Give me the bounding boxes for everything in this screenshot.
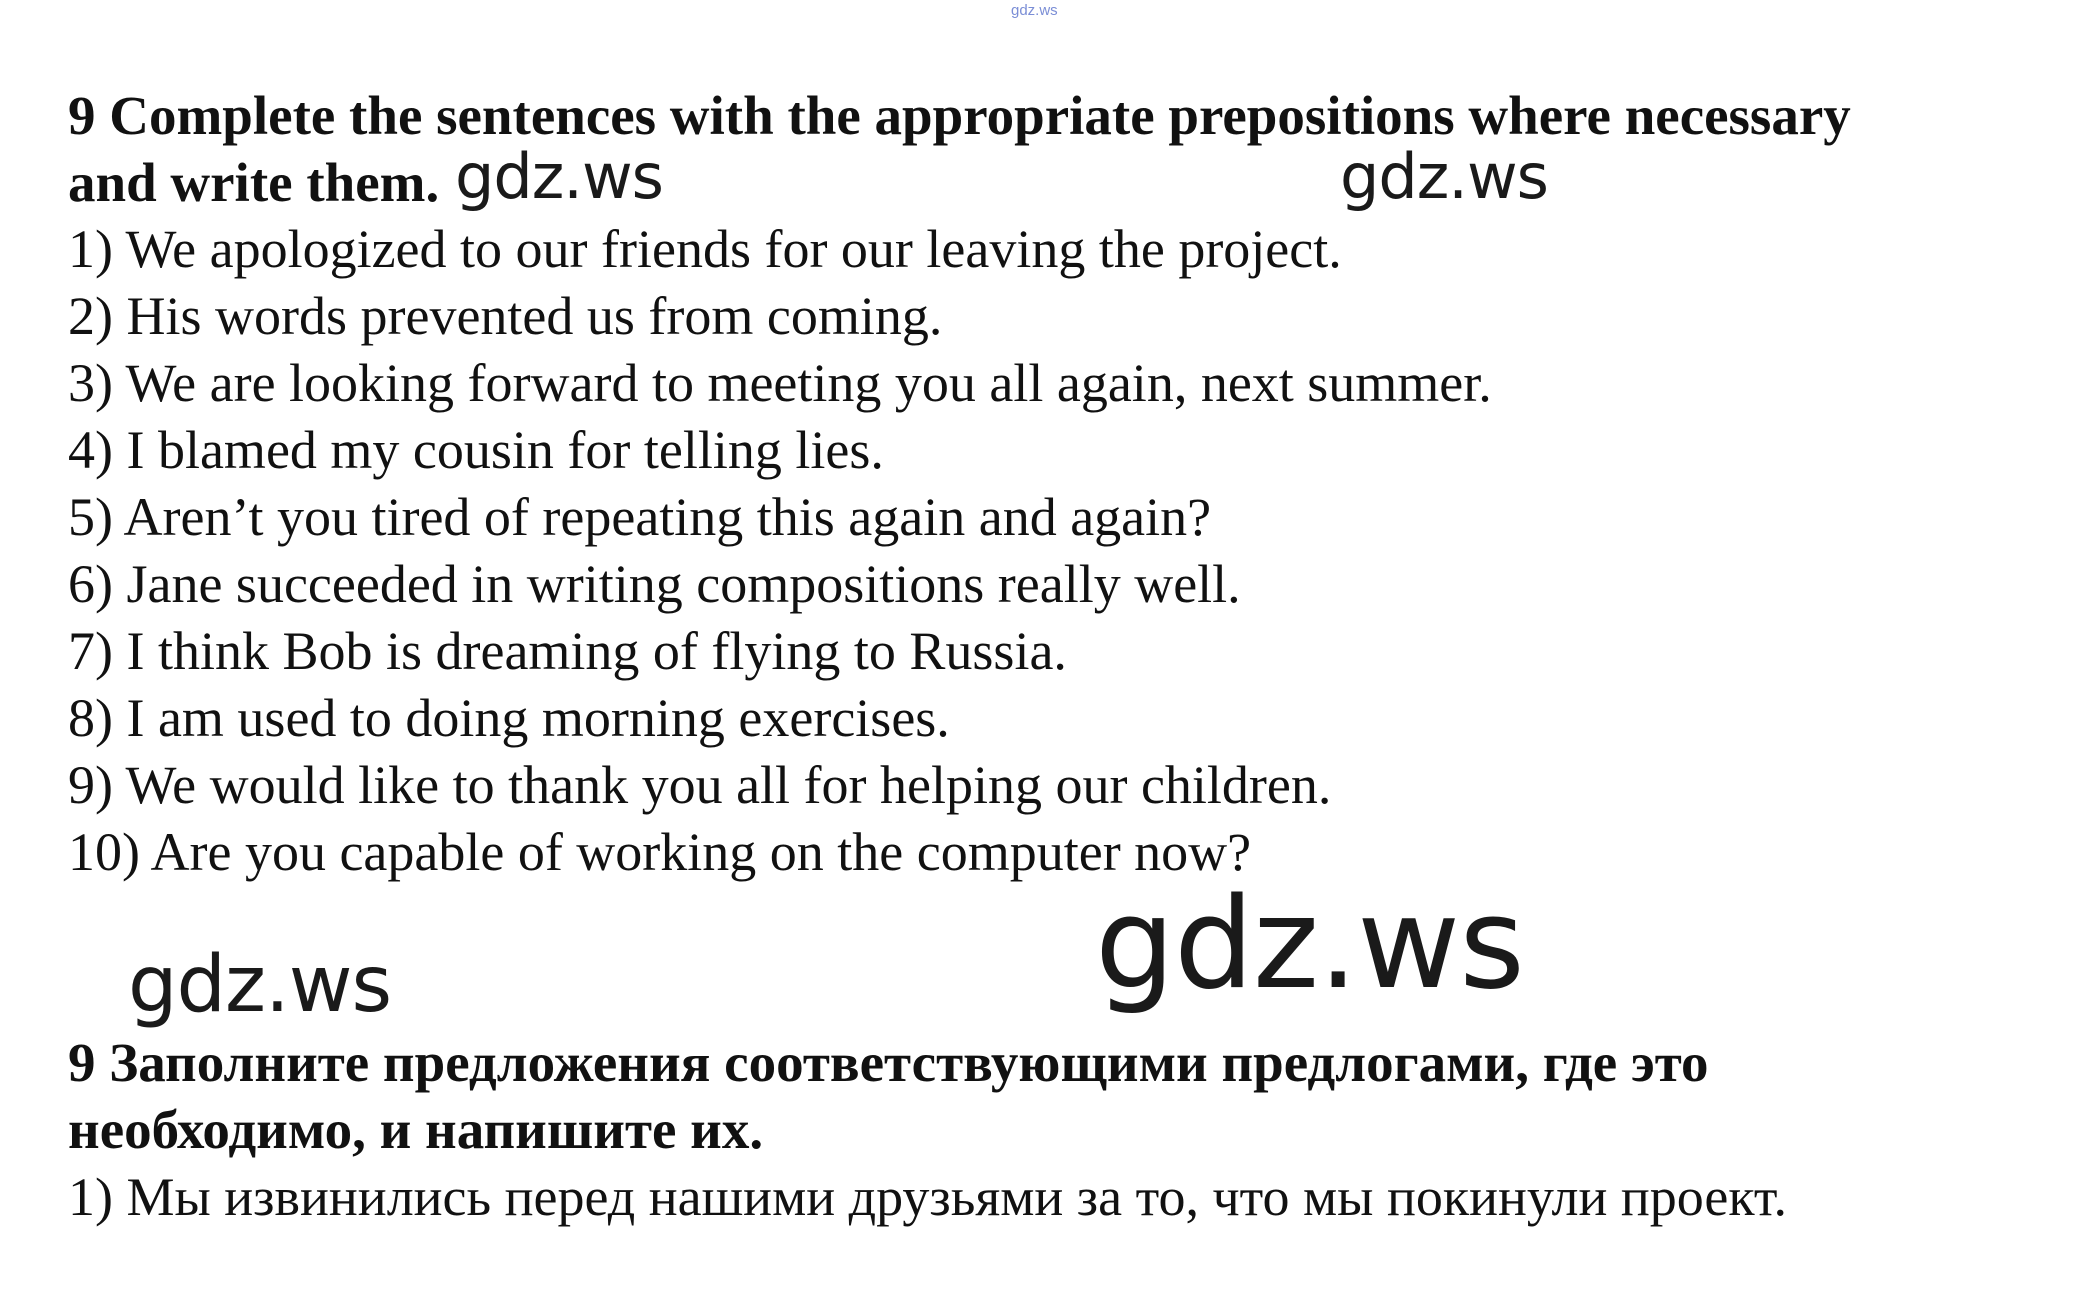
english-item-5: 5) Aren’t you tired of repeating this again and again? — [68, 487, 1212, 547]
english-item-10: 10) Are you capable of working on the computer now? — [68, 822, 1252, 882]
english-item-6: 6) Jane succeeded in writing compositions really well. — [68, 554, 1241, 614]
top-watermark: gdz.ws — [1011, 2, 1058, 19]
english-item-9: 9) We would like to thank you all for helping our children. — [68, 755, 1332, 815]
russian-heading-line-2: необходимо, и напишите их. — [68, 1099, 764, 1160]
english-item-3: 3) We are looking forward to meeting you all again, next summer. — [68, 353, 1492, 413]
english-heading-line-2: and write them. — [68, 152, 440, 213]
english-item-1: 1) We apologized to our friends for our leaving the project. — [68, 219, 1342, 279]
russian-heading-line-1: 9 Заполните предложения соответствующими предлогами, где это — [68, 1032, 1709, 1093]
english-item-7: 7) I think Bob is dreaming of flying to Russia. — [68, 621, 1067, 681]
watermark: gdz.ws — [128, 940, 392, 1030]
english-item-2: 2) His words prevented us from coming. — [68, 286, 943, 346]
english-heading-line-1: 9 Complete the sentences with the appropriate prepositions where necessary — [68, 85, 1851, 146]
english-item-4: 4) I blamed my cousin for telling lies. — [68, 420, 884, 480]
russian-item-1: 1) Мы извинились перед нашими друзьями за то, что мы покинули проект. — [68, 1167, 1787, 1227]
watermark: gdz.ws — [1340, 140, 1548, 213]
watermark: gdz.ws — [1095, 870, 1524, 1017]
english-item-8: 8) I am used to doing morning exercises. — [68, 688, 950, 748]
watermark: gdz.ws — [455, 140, 663, 213]
